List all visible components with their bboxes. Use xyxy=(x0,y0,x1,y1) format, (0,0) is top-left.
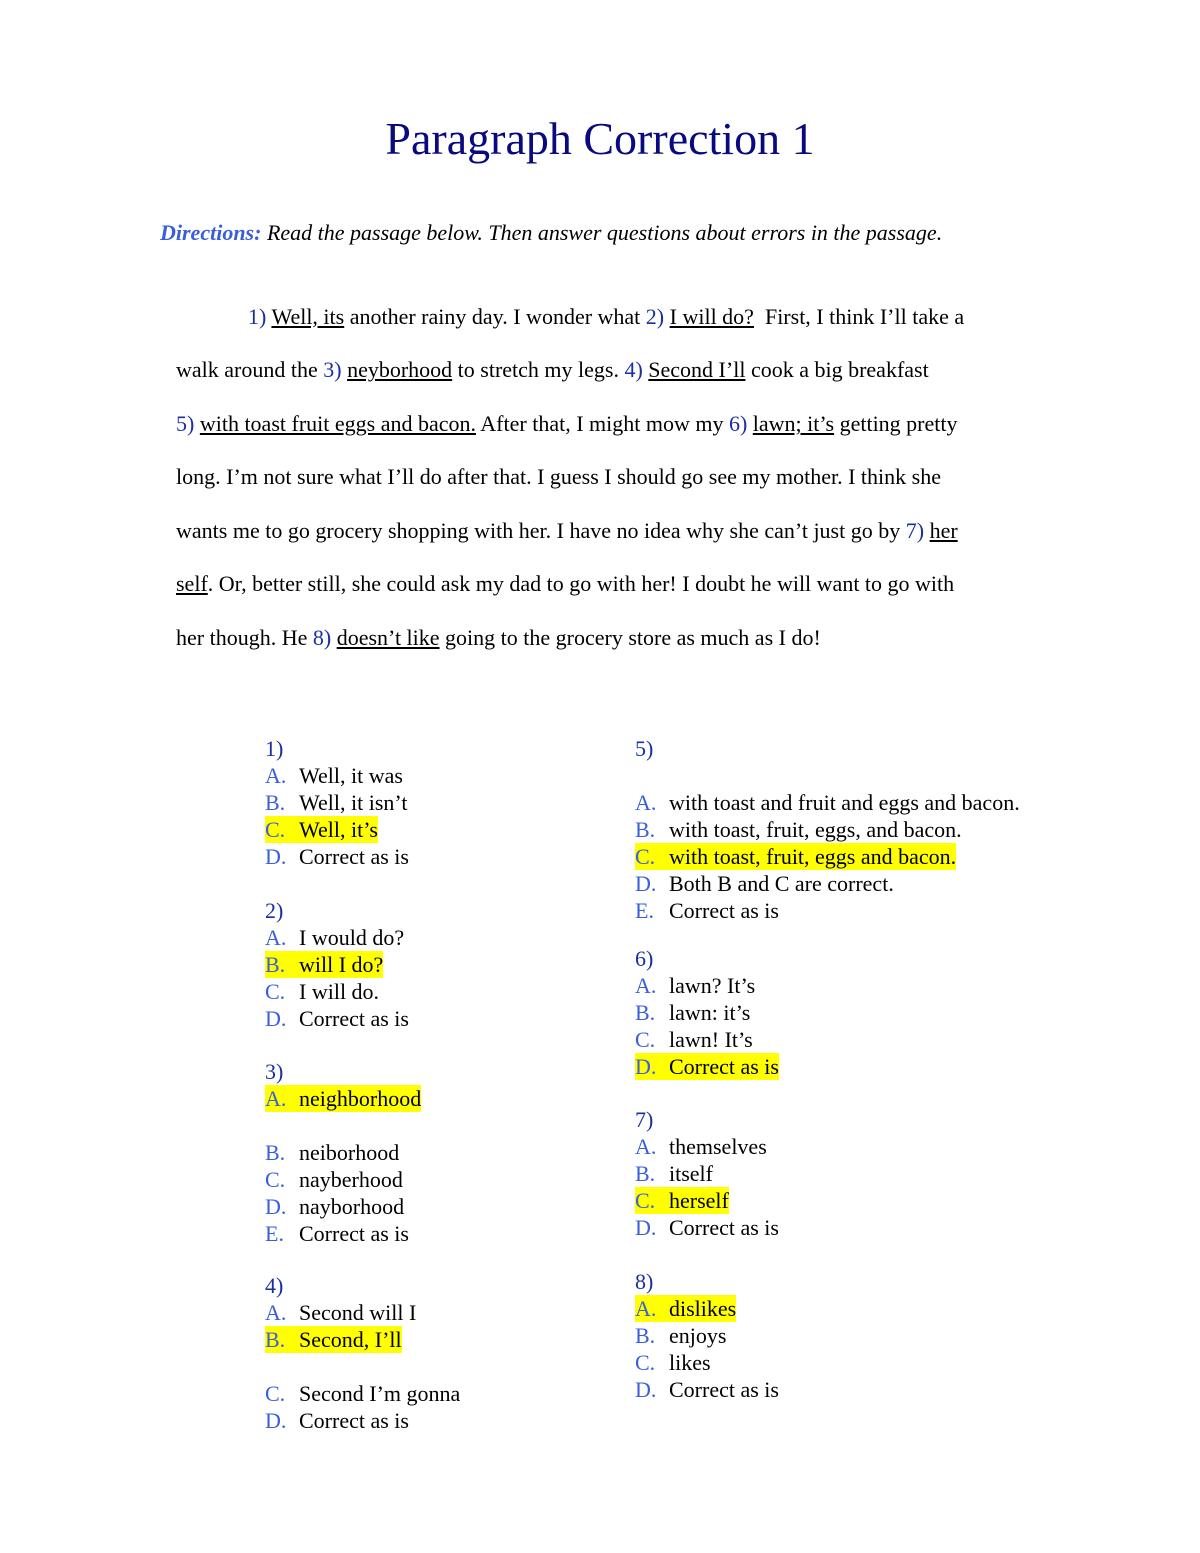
passage-text: walk around the xyxy=(176,357,324,382)
option-letter: E. xyxy=(265,1221,284,1246)
option-letter: B. xyxy=(635,1323,656,1348)
option-letter: B. xyxy=(265,790,286,815)
question-4 xyxy=(265,1272,460,1434)
option-d[interactable] xyxy=(635,1376,779,1403)
error-number: 3) xyxy=(323,357,348,382)
question-number: 5) xyxy=(635,736,654,761)
option-c[interactable] xyxy=(635,1349,779,1376)
page-title: Paragraph Correction 1 xyxy=(385,113,815,164)
option-c[interactable] xyxy=(265,1380,460,1407)
option-letter: A. xyxy=(635,1134,657,1159)
error-number: 6) xyxy=(728,411,753,436)
directions-text: Read the passage below. Then answer questions about errors in the passage. xyxy=(261,220,943,245)
option-b-correct[interactable] xyxy=(265,1326,460,1353)
option-text: Correct as is xyxy=(669,1215,779,1240)
passage-text: getting pretty xyxy=(834,411,958,436)
option-letter: A. xyxy=(635,790,657,815)
question-number: 1) xyxy=(265,736,284,761)
option-c[interactable] xyxy=(265,1166,421,1193)
error-number: 8) xyxy=(312,625,337,650)
option-text: Correct as is xyxy=(299,1006,409,1031)
passage-line xyxy=(176,518,958,544)
option-text: with toast, fruit, eggs, and bacon. xyxy=(669,817,962,842)
passage-text: her though. He xyxy=(176,625,313,650)
option-text: lawn! It’s xyxy=(669,1027,753,1052)
option-a[interactable] xyxy=(265,762,409,789)
option-text: Second, I’ll xyxy=(299,1327,402,1352)
error-phrase: self xyxy=(176,571,208,596)
option-letter: D. xyxy=(265,1006,287,1031)
option-a[interactable] xyxy=(635,1133,779,1160)
passage-text: long. I’m not sure what I’ll do after that. I guess I should go see my mother. I think she xyxy=(176,464,941,489)
option-text: neiborhood xyxy=(299,1140,400,1165)
option-a[interactable] xyxy=(635,789,1020,816)
error-phrase: Well, its xyxy=(271,304,345,329)
error-number: 1) xyxy=(248,304,272,329)
option-letter: E. xyxy=(635,898,654,923)
question-3 xyxy=(265,1058,421,1247)
option-b[interactable] xyxy=(265,789,409,816)
option-text: Correct as is xyxy=(669,898,779,923)
passage-line xyxy=(176,625,821,651)
option-e[interactable] xyxy=(265,1220,421,1247)
option-letter: A. xyxy=(265,1086,287,1111)
error-phrase: with toast fruit eggs and bacon. xyxy=(199,411,476,436)
passage-text: going to the grocery store as much as I do! xyxy=(439,625,821,650)
option-text: Both B and C are correct. xyxy=(669,871,894,896)
option-text: with toast, fruit, eggs and bacon. xyxy=(669,844,957,869)
error-phrase: I will do? xyxy=(669,304,754,329)
passage-line xyxy=(248,304,964,330)
option-letter: C. xyxy=(635,1350,656,1375)
option-a-correct[interactable] xyxy=(265,1085,421,1112)
directions xyxy=(160,220,942,246)
option-text: Correct as is xyxy=(299,1221,409,1246)
option-letter: D. xyxy=(265,1408,287,1433)
passage-text: wants me to go grocery shopping with her. I have no idea why she can’t just go by xyxy=(176,518,906,543)
option-text: Well, it’s xyxy=(299,817,378,842)
error-phrase: doesn’t like xyxy=(336,625,440,650)
option-letter: A. xyxy=(265,763,287,788)
option-letter: B. xyxy=(265,952,286,977)
question-8 xyxy=(635,1268,779,1403)
option-text: Second will I xyxy=(299,1300,417,1325)
passage-text: First, I think I’ll take a xyxy=(753,304,965,329)
option-text: enjoys xyxy=(669,1323,727,1348)
question-number: 3) xyxy=(265,1059,284,1084)
option-letter: D. xyxy=(635,1377,657,1402)
option-letter: C. xyxy=(635,1188,656,1213)
option-text: lawn: it’s xyxy=(669,1000,751,1025)
option-letter: D. xyxy=(265,844,287,869)
option-a[interactable] xyxy=(265,924,409,951)
option-d[interactable] xyxy=(265,843,409,870)
option-letter: C. xyxy=(265,979,286,1004)
option-letter: B. xyxy=(635,817,656,842)
passage-text: to stretch my legs. xyxy=(452,357,625,382)
question-number: 4) xyxy=(265,1273,284,1298)
option-d-correct[interactable] xyxy=(635,1053,779,1080)
option-text: will I do? xyxy=(299,952,384,977)
option-letter: C. xyxy=(265,1167,286,1192)
option-letter: A. xyxy=(635,1296,657,1321)
passage-line xyxy=(176,571,954,597)
option-c[interactable] xyxy=(635,1026,779,1053)
option-letter: D. xyxy=(635,1054,657,1079)
question-2 xyxy=(265,897,409,1032)
option-text: neighborhood xyxy=(299,1086,422,1111)
directions-label: Directions: xyxy=(160,220,262,245)
question-6 xyxy=(635,945,779,1080)
option-d[interactable] xyxy=(265,1193,421,1220)
option-text: themselves xyxy=(669,1134,767,1159)
option-text: Well, it isn’t xyxy=(299,790,408,815)
option-d[interactable] xyxy=(635,870,1020,897)
option-text: with toast and fruit and eggs and bacon. xyxy=(669,790,1020,815)
question-number: 7) xyxy=(635,1107,654,1132)
option-c-correct[interactable] xyxy=(265,816,409,843)
option-text: Correct as is xyxy=(669,1054,779,1079)
option-b[interactable] xyxy=(635,816,1020,843)
option-c-correct[interactable] xyxy=(635,843,1020,870)
option-text: Second I’m gonna xyxy=(299,1381,461,1406)
option-letter: B. xyxy=(265,1327,286,1352)
option-letter: C. xyxy=(635,844,656,869)
error-phrase: Second I’ll xyxy=(648,357,746,382)
option-e[interactable] xyxy=(635,897,1020,924)
option-b[interactable] xyxy=(635,999,779,1026)
error-phrase: her xyxy=(929,518,958,543)
option-letter: A. xyxy=(635,973,657,998)
passage-text: . Or, better still, she could ask my dad to go with her! I doubt he will want to go with xyxy=(207,571,955,596)
error-phrase: neyborhood xyxy=(347,357,453,382)
passage-text: After that, I might mow my xyxy=(476,411,729,436)
question-number: 2) xyxy=(265,898,284,923)
option-b[interactable] xyxy=(635,1160,779,1187)
option-letter: C. xyxy=(635,1027,656,1052)
option-c[interactable] xyxy=(265,978,409,1005)
option-text: herself xyxy=(669,1188,729,1213)
option-text: I would do? xyxy=(299,925,405,950)
option-b[interactable] xyxy=(265,1139,421,1166)
option-letter: D. xyxy=(635,871,657,896)
option-c-correct[interactable] xyxy=(635,1187,779,1214)
error-number: 2) xyxy=(645,304,670,329)
question-5 xyxy=(635,735,1020,924)
option-text: likes xyxy=(669,1350,711,1375)
option-letter: D. xyxy=(635,1215,657,1240)
passage-text: cook a big breakfast xyxy=(745,357,929,382)
option-text: lawn? It’s xyxy=(669,973,756,998)
passage-line xyxy=(176,464,941,490)
option-text: Correct as is xyxy=(299,844,409,869)
option-text: Correct as is xyxy=(669,1377,779,1402)
option-text: I will do. xyxy=(299,979,380,1004)
error-number: 4) xyxy=(624,357,649,382)
passage-line xyxy=(176,411,958,437)
option-text: dislikes xyxy=(669,1296,737,1321)
option-a[interactable] xyxy=(635,972,779,999)
option-text: Correct as is xyxy=(299,1408,409,1433)
option-letter: D. xyxy=(265,1194,287,1219)
question-1 xyxy=(265,735,409,870)
option-text: Well, it was xyxy=(299,763,403,788)
question-number: 8) xyxy=(635,1269,654,1294)
option-text: nayborhood xyxy=(299,1194,405,1219)
question-number: 6) xyxy=(635,946,654,971)
option-text: nayberhood xyxy=(299,1167,403,1192)
passage-line xyxy=(176,357,929,383)
passage-text: another rainy day. I wonder what xyxy=(344,304,646,329)
option-a-correct[interactable] xyxy=(635,1295,779,1322)
option-text: itself xyxy=(669,1161,713,1186)
option-a[interactable] xyxy=(265,1299,460,1326)
option-letter: A. xyxy=(265,1300,287,1325)
option-b-correct[interactable] xyxy=(265,951,409,978)
option-d[interactable] xyxy=(265,1407,460,1434)
option-d[interactable] xyxy=(635,1214,779,1241)
option-letter: B. xyxy=(635,1161,656,1186)
error-phrase: lawn; it’s xyxy=(752,411,835,436)
option-b[interactable] xyxy=(635,1322,779,1349)
option-letter: B. xyxy=(265,1140,286,1165)
option-letter: A. xyxy=(265,925,287,950)
option-letter: B. xyxy=(635,1000,656,1025)
option-letter: C. xyxy=(265,817,286,842)
option-d[interactable] xyxy=(265,1005,409,1032)
option-letter: C. xyxy=(265,1381,286,1406)
question-7 xyxy=(635,1106,779,1241)
error-number: 5) xyxy=(176,411,200,436)
error-number: 7) xyxy=(905,518,930,543)
